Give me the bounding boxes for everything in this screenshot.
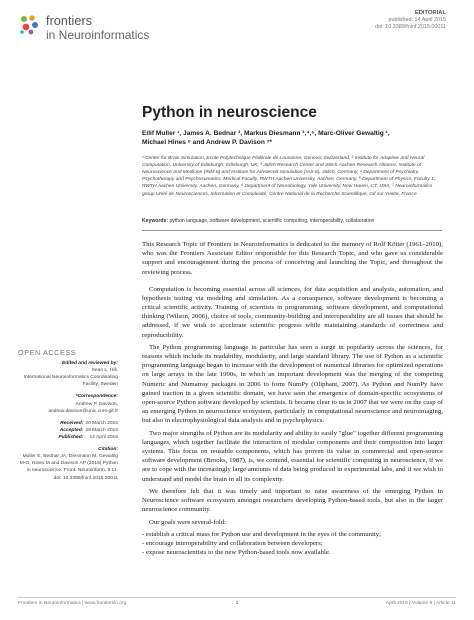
- correspondence-email[interactable]: andrew.davison@unic.cnrs-gif.fr: [48, 408, 118, 414]
- paragraph: Our goals were several-fold:: [149, 518, 227, 526]
- accepted-date: 28 March 2015: [85, 427, 118, 433]
- accepted-label: Accepted:: [59, 427, 84, 433]
- citation-label: Citation:: [98, 447, 118, 453]
- page-footer: [18, 597, 456, 606]
- article-category: EDITORIAL: [414, 10, 446, 16]
- list-item: - encourage interoperability and collaboration between developers;: [142, 540, 323, 548]
- received-date: 20 March 2015: [85, 420, 118, 426]
- published-date: published: 14 April 2015: [388, 17, 446, 24]
- correspondence-name: Andrew P. Davison,: [75, 401, 118, 407]
- received-label: Received:: [60, 420, 84, 426]
- article-dates: [18, 420, 118, 441]
- page-number: 1: [235, 601, 239, 606]
- keywords-label: Keywords:: [142, 218, 169, 224]
- keywords-text: python language, software development, scientific computing, interoperability, collaboration: [169, 218, 375, 224]
- author-list: [142, 129, 442, 147]
- keywords: [142, 218, 442, 224]
- footer-journal-link[interactable]: Frontiers in Neuroinformatics | www.frontiersin.org: [18, 601, 127, 606]
- correspondence-label: *Correspondence:: [75, 394, 118, 400]
- journal-name: in Neuroinformatics: [46, 28, 150, 42]
- paragraph: The Python programming language in particular has seen a surge in popularity across the sciences, for reasons which include its readability, modularity, and large standard library. The use of Python as a scientific programming language began to increase with the development of numerical libraries for optimized operations on large arrays in the late 1990s, in which an important development was the merging of the competing Numeric and Numarray packages in 2006 to form NumPy (Oliphant, 2007). As Python and NumPy have gained traction in a given scientific domain, we have seen the emergence of domain-specific ecosystems of open-source Python software developed by scientists. It became clear to us in 2007 that we were on the cusp of an emerging Python in neuroscience ecosystem, particularly in computational neuroscience and neuroimaging, but also in electrophysiological data analysis and in psychophysics.: [142, 343, 443, 425]
- journal-logo[interactable]: [18, 12, 178, 46]
- article-sidebar: [18, 360, 118, 487]
- paragraph: Computation is becoming essential across all sciences, for data acquisition and analysis, automation, and hypothesis testing via modeling and simulation. As a consequence, software development is becoming a critical scientific activity. Training of scientists in programming, software development, and computational thinking (Wilson, 2006), choice of tools, community-building and interoperability are all issues that should be addressed, if we wish to accelerate scientific progress while maintaining standards of correctness and reproducibility.: [142, 285, 443, 339]
- brand-name: frontiers: [46, 14, 93, 28]
- paragraph-dedication: This Research Topic of Frontiers in Neuroinformatics is dedicated to the memory of Rolf Kötter (1961–2010), who was the Frontiers Associate Editor responsible for this Research Topic, and who gave us considerable support and encouragement during the process of conceiving and launching the Topic, and throughout the reviewing process.: [142, 241, 443, 276]
- editor-affiliation: International Neuroinformatics Coordinating Facility, Sweden: [23, 375, 118, 388]
- published-label: Published:: [58, 434, 84, 440]
- list-item: - expose neuroscientists to the new Python-based tools now available.: [142, 549, 331, 557]
- divider: [142, 230, 442, 231]
- article-body: [142, 240, 443, 557]
- authors-line-1[interactable]: Eilif Muller ¹, James A. Bednar ², Markus Diesmann ³,⁴,⁵, Marc-Oliver Gewaltig ¹,: [142, 130, 390, 137]
- affiliations: ¹ Center for Brain Simulation, Ecole Polytechnique Fédérale de Lausanne, Geneva, Switzerland, ² Institute for Adaptive and Neural Computation, University of Edinburgh, Edinburgh, UK, ³ Jülich Research Center and Jülich Aachen Research Alliance, Institute of Neuroscience and Medicine (INM-6) and Institute for Advanced Simulation (IAS-6), Jülich, Germany, ⁴ Department of Psychiatry, Psychotherapy and Psychosomatics, Medical Faculty, RWTH Aachen University, Aachen, Germany, ⁵ Department of Physics, Faculty 1, RWTH Aachen University, Aachen, Germany, ⁶ Department of Neurobiology, Yale University, New Haven, CT, USA, ⁷ Neuroinformatics group Unité de Neurosciences, Information et Complexité, Centre National de la Recherche Scientifique, Gif sur Yvette, France: [142, 156, 436, 197]
- article-meta-header: [375, 10, 446, 31]
- authors-line-2[interactable]: Michael Hines ⁶ and Andrew P. Davison ⁷*: [142, 139, 272, 147]
- frontiers-logo-icon: [18, 14, 40, 36]
- edited-label: Edited and reviewed by:: [62, 361, 118, 366]
- list-item: - establish a critical mass for Python use and development in the eyes of the community;: [142, 530, 382, 538]
- open-access-label: OPEN ACCESS: [18, 348, 77, 357]
- published-date-sidebar: 14 April 2015: [89, 434, 118, 440]
- paragraph: We therefore felt that it was timely and important to raise awareness of the emerging Python in Neuroscience software ecosystem amongst researchers developing Python-based tools, but also in the larger neuroscience community.: [142, 487, 443, 514]
- goals-list: [142, 530, 443, 558]
- paragraph: Two major strengths of Python are its modularity and ability to easily "glue" together different programming languages, which together facilitate the interaction of modular components and their composition into larger systems. This focus on reusable components, which has proven its value in commercial and open-source software development (Brooks, 1987), is, we contend, essential for scientific computing in neuroscience, if we are to cope with the increasingly large amounts of data being produced in experimental labs, and if we wish to understand and model the brain in all its complexity.: [142, 429, 443, 483]
- citation-text: Muller E, Bednar JA, Diesmann M, Gewaltig M-O, Hines M and Davison AP (2015) Python in neuroscience. Front. Neuroinform. 9:11. doi: 10.3389/fninf.2015.00011: [19, 454, 118, 481]
- editor-name: Sean L. Hill,: [91, 368, 118, 374]
- doi-link[interactable]: doi: 10.3389/fninf.2015.00011: [375, 23, 446, 30]
- article-title: Python in neuroscience: [142, 104, 317, 121]
- footer-issue-info: April 2015 | Volume 9 | Article 11: [385, 601, 456, 606]
